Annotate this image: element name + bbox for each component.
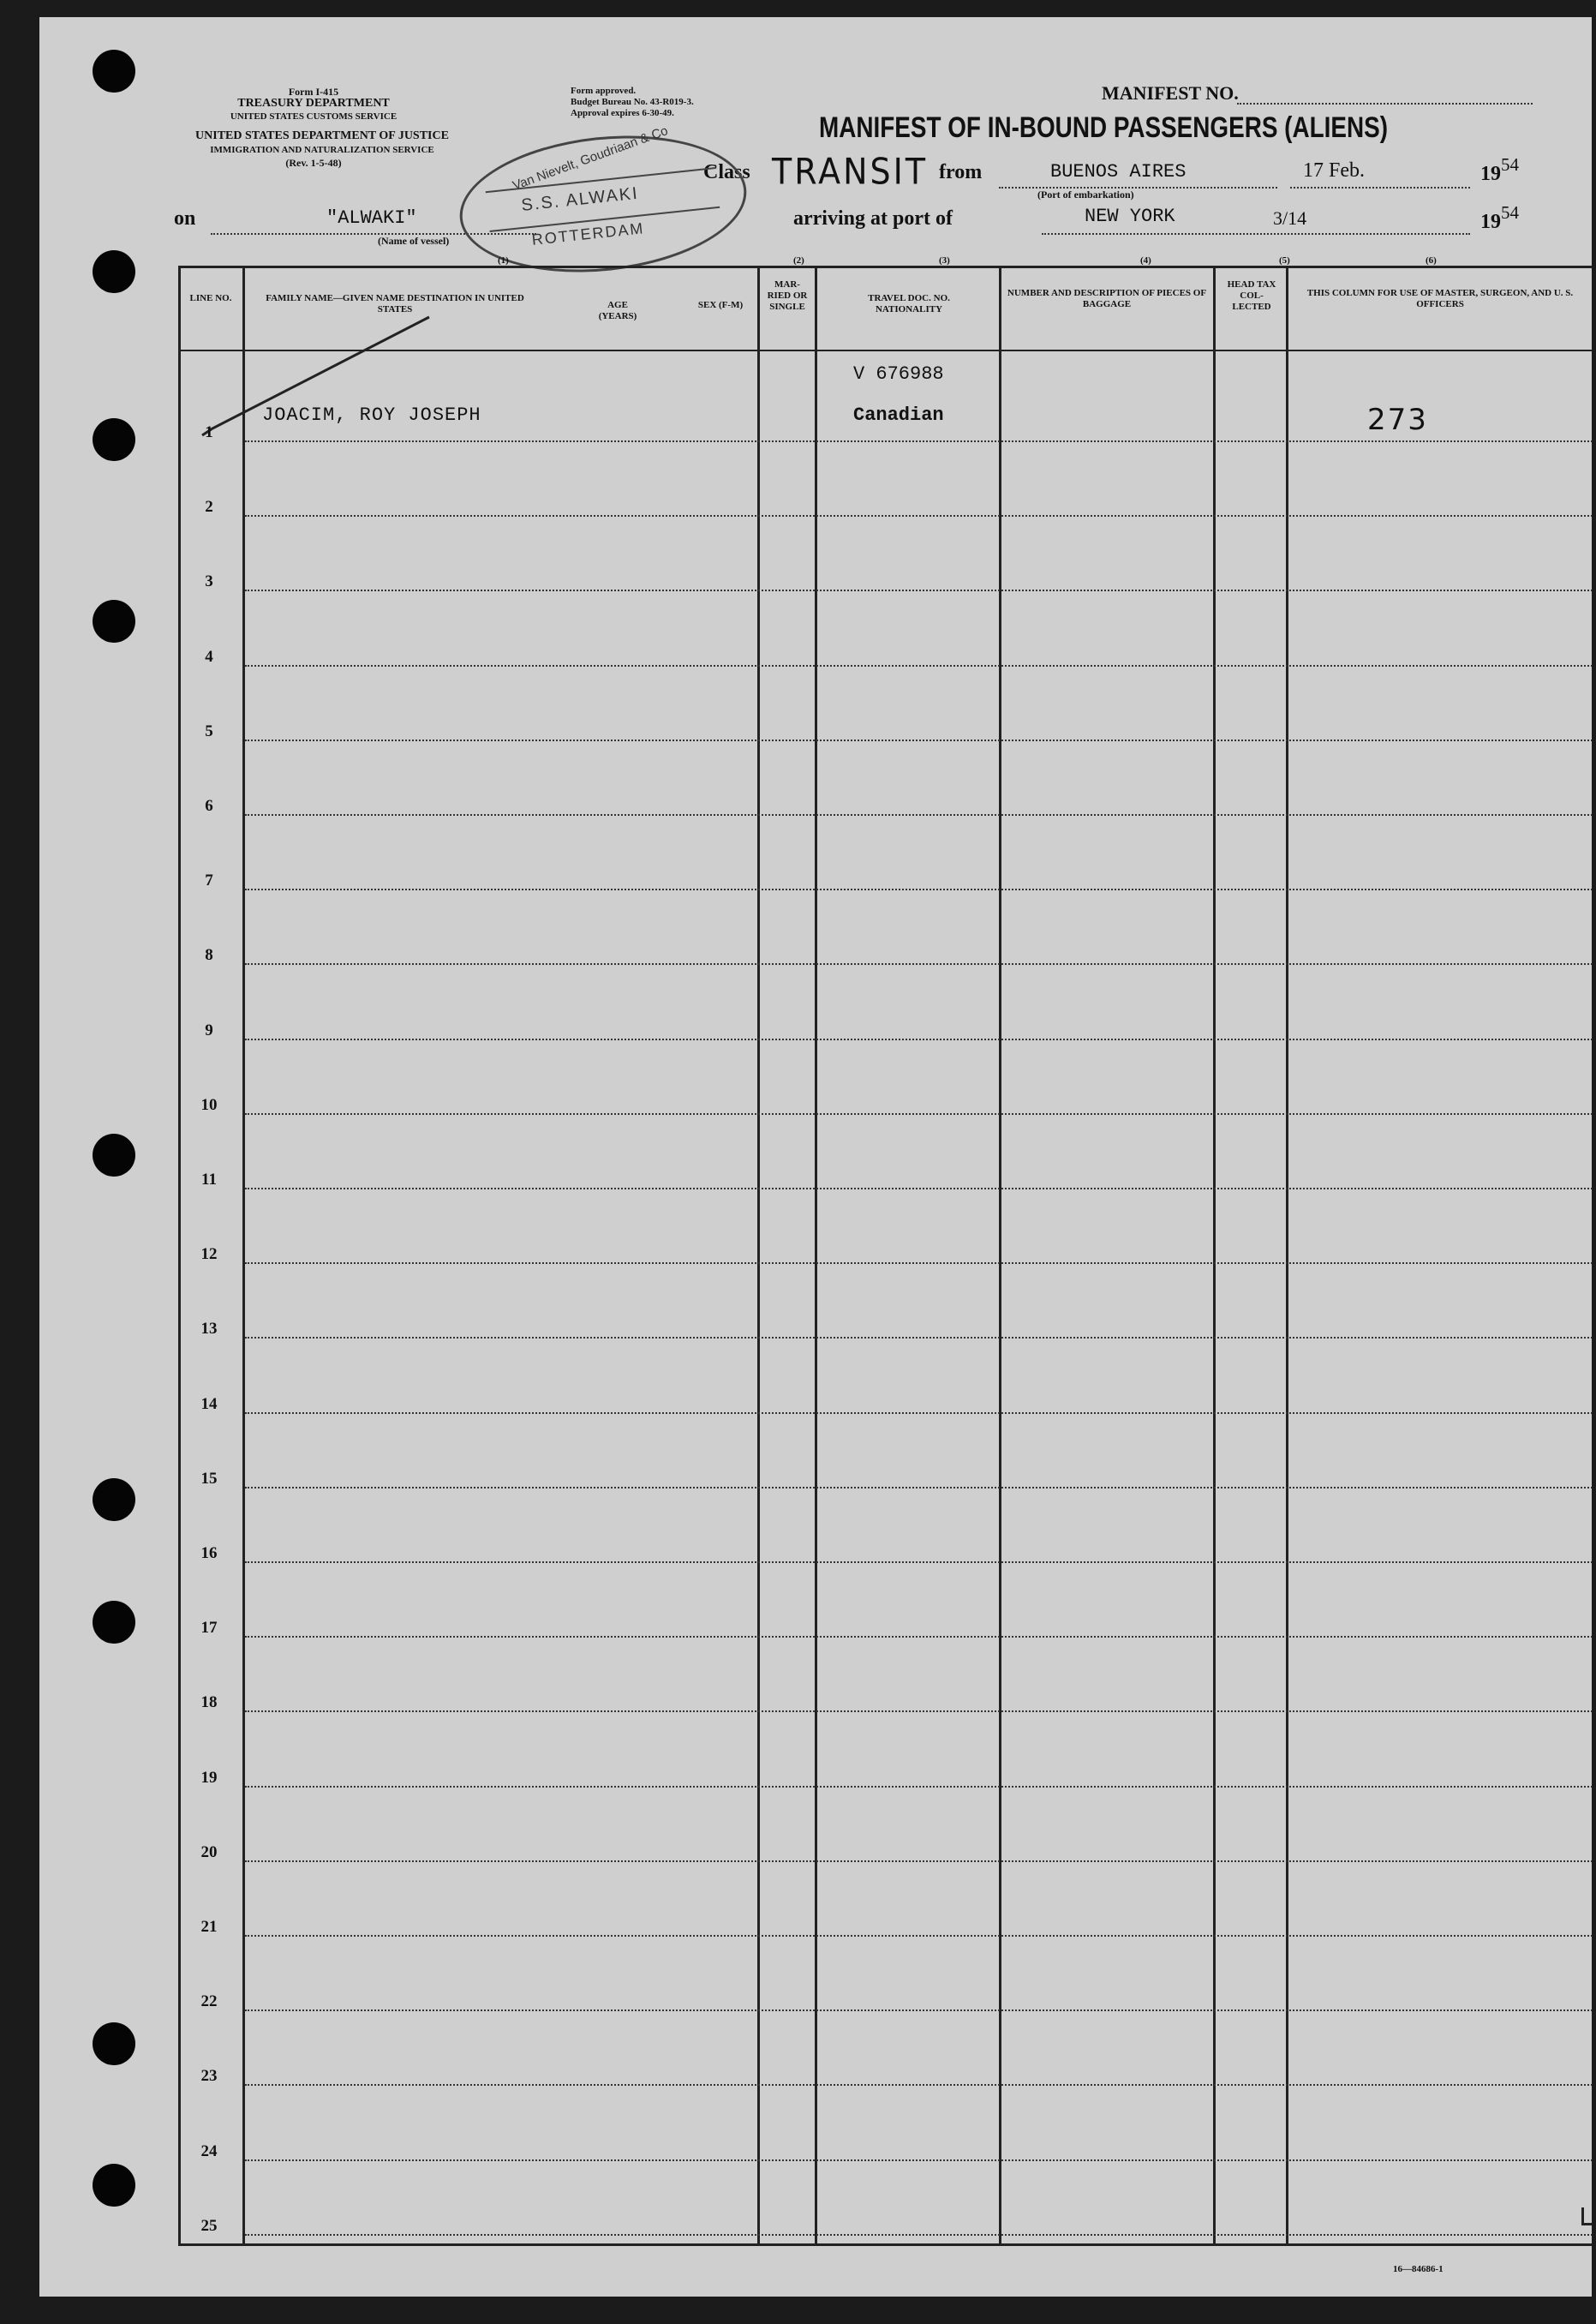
officer-note: 273 bbox=[1367, 403, 1428, 437]
row-rule bbox=[245, 1039, 1592, 1040]
port-line bbox=[1042, 233, 1470, 235]
row-rule bbox=[245, 1710, 1592, 1712]
row-rule bbox=[245, 740, 1592, 741]
column-divider bbox=[242, 266, 245, 2246]
column-number: (5) bbox=[1279, 255, 1290, 266]
line-number: 3 bbox=[205, 572, 213, 591]
budget-bureau: Budget Bureau No. 43-R019-3. bbox=[571, 97, 694, 107]
row-rule bbox=[245, 1786, 1592, 1788]
row-rule bbox=[245, 1337, 1592, 1339]
line-number: 7 bbox=[205, 872, 213, 890]
stamp-city: ROTTERDAM bbox=[530, 219, 646, 249]
row-rule bbox=[245, 889, 1592, 890]
row-rule bbox=[245, 665, 1592, 667]
line-number: 14 bbox=[200, 1394, 218, 1413]
manifest-title: MANIFEST OF IN-BOUND PASSENGERS (ALIENS) bbox=[819, 111, 1388, 144]
line-number: 20 bbox=[200, 1842, 218, 1861]
arrival-year: 54 bbox=[1501, 202, 1519, 223]
line-number: 8 bbox=[205, 946, 213, 965]
header-officers: THIS COLUMN FOR USE OF MASTER, SURGEON, AND U. S. OFFICERS bbox=[1306, 288, 1574, 309]
manifest-no-label: MANIFEST NO. bbox=[1102, 82, 1239, 104]
embarkation-note: (Port of embarkation) bbox=[1037, 189, 1134, 201]
line-number: 5 bbox=[205, 722, 213, 740]
punch-hole bbox=[93, 418, 135, 461]
header-sex: SEX (F-M) bbox=[697, 300, 744, 310]
corner-mark bbox=[1581, 2207, 1592, 2225]
punch-hole bbox=[93, 2022, 135, 2065]
punch-hole bbox=[93, 1478, 135, 1521]
row-rule bbox=[245, 590, 1592, 591]
column-number: (3) bbox=[939, 255, 950, 266]
year-prefix: 19 bbox=[1480, 163, 1501, 185]
revision: (Rev. 1-5-48) bbox=[285, 157, 342, 169]
year-prefix-2: 19 bbox=[1480, 211, 1501, 233]
header-baggage: NUMBER AND DESCRIPTION OF PIECES OF BAGGAGE bbox=[1007, 288, 1207, 309]
row-rule bbox=[245, 515, 1592, 517]
departure-date: 17 Feb. bbox=[1303, 159, 1365, 182]
stamp-company: Van Nievelt, Goudriaan & Co bbox=[511, 123, 670, 194]
row-rule bbox=[245, 2159, 1592, 2161]
column-divider bbox=[999, 266, 1001, 2246]
line-number: 12 bbox=[200, 1245, 218, 1264]
line-number: 16 bbox=[200, 1544, 218, 1562]
line-number: 22 bbox=[200, 1992, 218, 2011]
manifest-page bbox=[39, 17, 1592, 2297]
line-number: 25 bbox=[200, 2216, 218, 2235]
column-divider bbox=[757, 266, 760, 2246]
line-number: 18 bbox=[200, 1693, 218, 1712]
line-number: 4 bbox=[205, 647, 213, 666]
line-number: 9 bbox=[205, 1021, 213, 1039]
line-number: 2 bbox=[205, 498, 213, 517]
footer-code: 16—84686-1 bbox=[1393, 2264, 1444, 2274]
table-top-border bbox=[178, 266, 1592, 268]
row-rule bbox=[245, 1561, 1592, 1563]
line-number: 19 bbox=[200, 1768, 218, 1787]
header-name: FAMILY NAME—GIVEN NAME DESTINATION IN UNITED STATES bbox=[266, 293, 524, 314]
row-rule bbox=[245, 2084, 1592, 2086]
check-mark-icon bbox=[194, 300, 433, 446]
header-line-no: LINE NO. bbox=[189, 293, 232, 303]
row-rule bbox=[245, 1262, 1592, 1264]
class-label: Class bbox=[703, 161, 750, 183]
arrival-date: 3/14 bbox=[1273, 207, 1307, 229]
line-number: 1 bbox=[205, 423, 213, 441]
line-number: 13 bbox=[200, 1320, 218, 1339]
row-rule bbox=[245, 440, 1592, 442]
column-number: (2) bbox=[793, 255, 804, 266]
column-divider bbox=[1213, 266, 1216, 2246]
punch-hole bbox=[93, 1134, 135, 1177]
row-rule bbox=[245, 963, 1592, 965]
approval-expires: Approval expires 6-30-49. bbox=[571, 108, 674, 118]
travel-doc-number: V 676988 bbox=[853, 363, 944, 385]
column-number: (1) bbox=[498, 255, 509, 266]
row-rule bbox=[245, 1487, 1592, 1488]
row-rule bbox=[245, 2234, 1592, 2236]
row-rule bbox=[245, 1860, 1592, 1862]
line-number: 15 bbox=[200, 1469, 218, 1488]
ins-service: IMMIGRATION AND NATURALIZATION SERVICE bbox=[210, 145, 434, 155]
form-approved: Form approved. bbox=[571, 86, 637, 96]
stamp-ship: S.S. ALWAKI bbox=[520, 183, 640, 215]
line-number: 21 bbox=[200, 1918, 218, 1936]
punch-hole bbox=[93, 2164, 135, 2207]
table-bottom-border bbox=[178, 2243, 1592, 2246]
punch-hole bbox=[93, 50, 135, 93]
column-number: (4) bbox=[1140, 255, 1151, 266]
passenger-name: JOACIM, ROY JOSEPH bbox=[262, 404, 481, 426]
from-label: from bbox=[939, 161, 983, 183]
date-line bbox=[1290, 187, 1470, 189]
vessel-note: (Name of vessel) bbox=[378, 235, 450, 247]
column-divider bbox=[1286, 266, 1288, 2246]
row-rule bbox=[245, 2010, 1592, 2011]
row-rule bbox=[245, 1188, 1592, 1189]
header-age: AGE (YEARS) bbox=[598, 300, 637, 321]
row-rule bbox=[245, 1412, 1592, 1414]
customs-service: UNITED STATES CUSTOMS SERVICE bbox=[230, 111, 398, 122]
from-value: BUENOS AIRES bbox=[1050, 161, 1187, 183]
manifest-no-line bbox=[1237, 103, 1533, 105]
row-rule bbox=[245, 1636, 1592, 1638]
passenger-nationality: Canadian bbox=[853, 404, 944, 426]
header-travel-doc: TRAVEL DOC. NO. NATIONALITY bbox=[868, 293, 950, 314]
header-married: MAR-RIED OR SINGLE bbox=[767, 279, 808, 312]
column-divider bbox=[815, 266, 817, 2246]
line-number: 10 bbox=[200, 1095, 218, 1114]
arrival-port: NEW YORK bbox=[1085, 206, 1175, 227]
row-rule bbox=[245, 1935, 1592, 1937]
row-rule bbox=[245, 1113, 1592, 1115]
line-number: 24 bbox=[200, 2141, 218, 2160]
line-number: 11 bbox=[201, 1171, 217, 1189]
treasury-dept: TREASURY DEPARTMENT bbox=[237, 97, 390, 110]
line-number: 6 bbox=[205, 797, 213, 815]
vessel-name: "ALWAKI" bbox=[326, 207, 417, 229]
class-value: TRANSIT bbox=[772, 150, 929, 193]
departure-year: 54 bbox=[1501, 154, 1519, 175]
table-left-border bbox=[178, 266, 181, 2246]
justice-dept: UNITED STATES DEPARTMENT OF JUSTICE bbox=[195, 129, 449, 142]
line-number: 23 bbox=[200, 2067, 218, 2086]
header-head-tax: HEAD TAX COL-LECTED bbox=[1227, 279, 1276, 312]
punch-hole bbox=[93, 250, 135, 293]
form-id: Form I-415 bbox=[288, 86, 339, 98]
arriving-label: arriving at port of bbox=[793, 207, 953, 230]
punch-hole bbox=[93, 1601, 135, 1644]
on-label: on bbox=[174, 207, 196, 230]
column-number: (6) bbox=[1426, 255, 1437, 266]
row-rule bbox=[245, 814, 1592, 816]
punch-hole bbox=[93, 600, 135, 643]
line-number: 17 bbox=[200, 1619, 218, 1638]
